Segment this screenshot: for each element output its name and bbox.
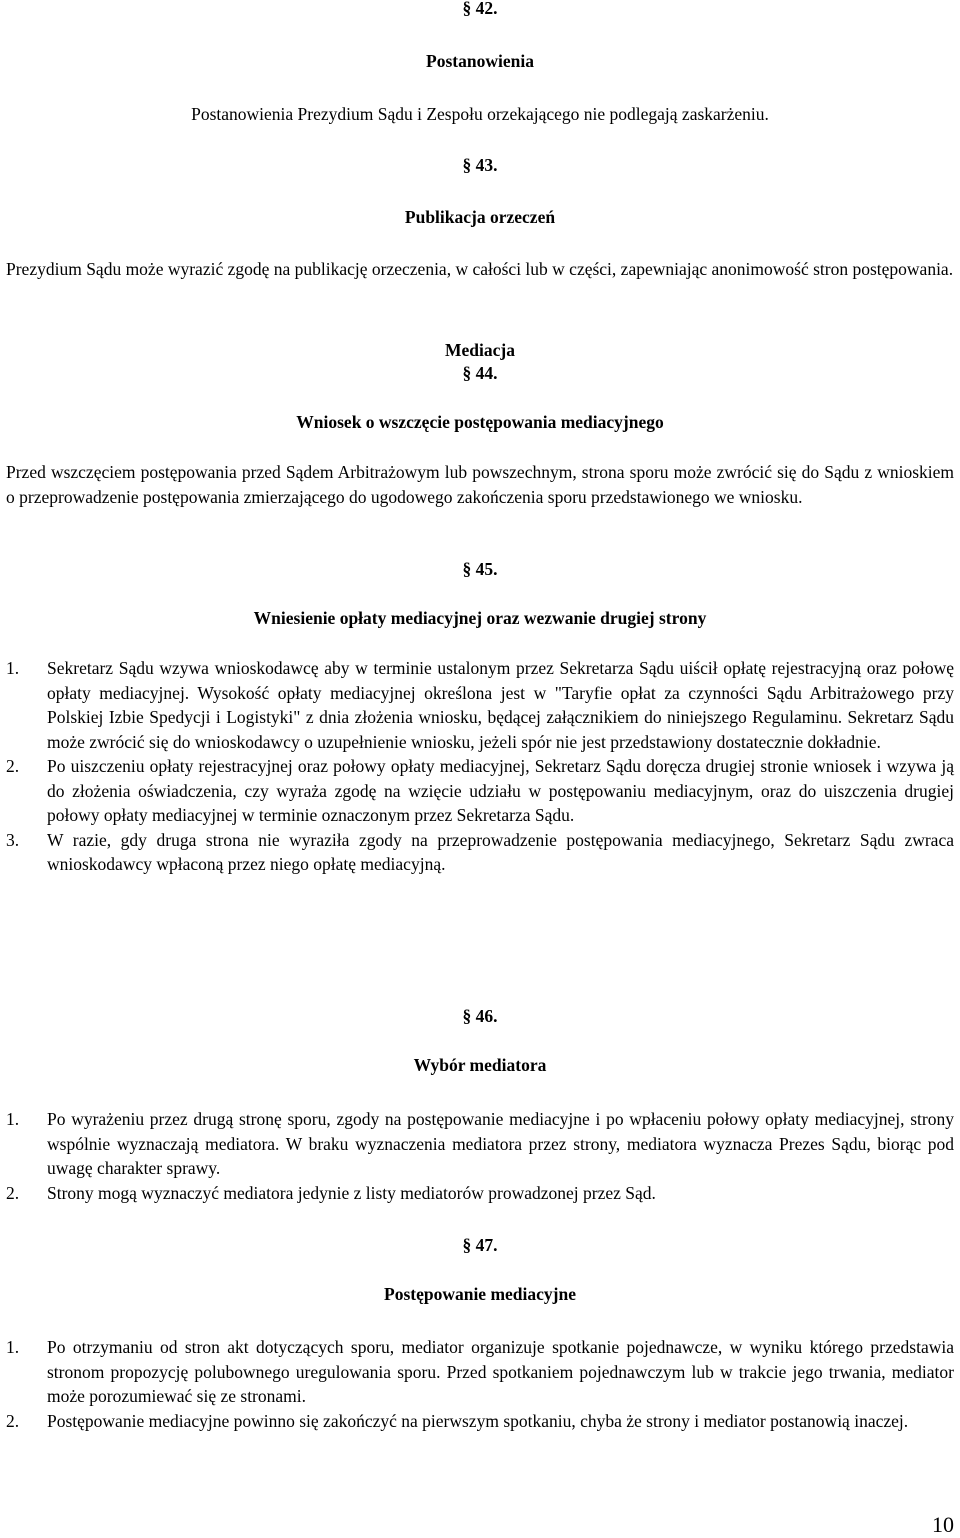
list-item-text: Postępowanie mediacyjne powinno się zakończyć na pierwszym spotkaniu, chyba że strony i mediator postanowią inaczej. — [47, 1410, 909, 1431]
list-item — [0, 754, 954, 828]
section-43-title: Publikacja orzeczeń — [404, 207, 556, 227]
list-item — [0, 1409, 954, 1434]
section-47-number: § 47. — [462, 1235, 498, 1255]
list-item-text: Sekretarz Sądu wzywa wnioskodawcę aby w terminie ustalonym przez Sekretarza Sądu uiścił opłatę rejestracyjną oraz połowę opłaty mediacyjnej. Wysokość opłaty mediacyjnej określona jest w "Taryfie opłat za czynności Sądu Arbitrażowego przy Polskiej Izbie Spedycji i Logistyki" z dnia złożenia wniosku, będącej załącznikiem do niniejszego Regulaminu. Sekretarz Sądu może zwrócić się do wnioskodawcy o uzupełnienie wniosku, jeżeli spór nie jest przedstawiony dostatecznie dokładnie. — [47, 658, 954, 752]
section-43-number: § 43. — [462, 155, 498, 175]
section-46-title: Wybór mediatora — [413, 1055, 547, 1075]
section-44-text: Przed wszczęciem postępowania przed Sądem Arbitrażowym lub powszechnym, strona sporu może zwrócić się do Sądu z wnioskiem o przeprowadzenie postępowania zmierzającego do ugodowego zakończenia sporu przedstawionego we wniosku. — [6, 462, 954, 507]
list-item-number: 2. — [6, 1410, 20, 1431]
list-item-number: 1. — [6, 658, 20, 678]
section-45-number: § 45. — [462, 559, 498, 579]
list-item — [0, 1335, 954, 1409]
list-item-number: 1. — [6, 1337, 20, 1357]
list-item — [0, 656, 954, 754]
list-item-text: W razie, gdy druga strona nie wyraziła zgody na przeprowadzenie postępowania mediacyjnego, Sekretarz Sądu zwraca wnioskodawcy wpłaconą przez niego opłatę mediacyjną. — [47, 829, 954, 874]
list-item-number: 2. — [6, 1182, 20, 1203]
list-item — [0, 828, 954, 877]
list-item — [0, 1181, 954, 1206]
section-47-title: Postępowanie mediacyjne — [384, 1284, 576, 1304]
section-44-number: § 44. — [462, 363, 498, 383]
list-item-number: 1. — [6, 1109, 20, 1129]
section-42-number: § 42. — [462, 0, 498, 18]
list-item-text: Po uiszczeniu opłaty rejestracyjnej oraz połowy opłaty mediacyjnej, Sekretarz Sądu doręcza drugiej stronie wniosek i wzywa ją do złożenia oświadczenia, czy wyraża zgodę na wzięcie udziału w postępowaniu mediacyjnym, oraz do uiszczenia drugiej połowy opłaty mediacyjnej w terminie oznaczonym przez Sekretarza Sądu. — [47, 756, 954, 825]
section-42-text: Postanowienia Prezydium Sądu i Zespołu orzekającego nie podlegają zaskarżeniu. — [191, 104, 769, 124]
list-item-number: 3. — [6, 829, 20, 850]
section-46-list — [0, 1107, 954, 1205]
section-44-title: Wniosek o wszczęcie postępowania mediacyjnego — [296, 412, 664, 432]
section-43-text: Prezydium Sądu może wyrazić zgodę na publikację orzeczenia, w całości lub w części, zapewniając anonimowość stron postępowania. — [6, 259, 954, 279]
page-number: 10 — [932, 1512, 954, 1537]
section-46-number: § 46. — [462, 1006, 498, 1026]
list-item-number: 2. — [6, 756, 20, 776]
section-42-title: Postanowienia — [426, 51, 534, 71]
section-45-title: Wniesienie opłaty mediacyjnej oraz wezwanie drugiej strony — [253, 608, 707, 628]
list-item-text: Po otrzymaniu od stron akt dotyczących sporu, mediator organizuje spotkanie pojednawcze, w wyniku którego przedstawia stronom propozycję polubownego uregulowania sporu. Przed spotkaniem pojednawczym lub w trakcie jego trwania, mediator może porozumiewać się ze stronami. — [47, 1337, 954, 1406]
chapter-title: Mediacja — [445, 340, 515, 360]
section-47-list — [0, 1335, 954, 1433]
list-item — [0, 1107, 954, 1181]
list-item-text: Strony mogą wyznaczyć mediatora jedynie z listy mediatorów prowadzonej przez Sąd. — [47, 1182, 656, 1203]
section-45-list — [0, 656, 954, 877]
list-item-text: Po wyrażeniu przez drugą stronę sporu, zgody na postępowanie mediacyjne i po wpłaceniu połowy opłaty mediacyjnej, strony wspólnie wyznaczają mediatora. W braku wyznaczenia mediatora przez strony, mediatora wyznacza Prezes Sądu, biorąc pod uwagę charakter sprawy. — [47, 1109, 954, 1178]
